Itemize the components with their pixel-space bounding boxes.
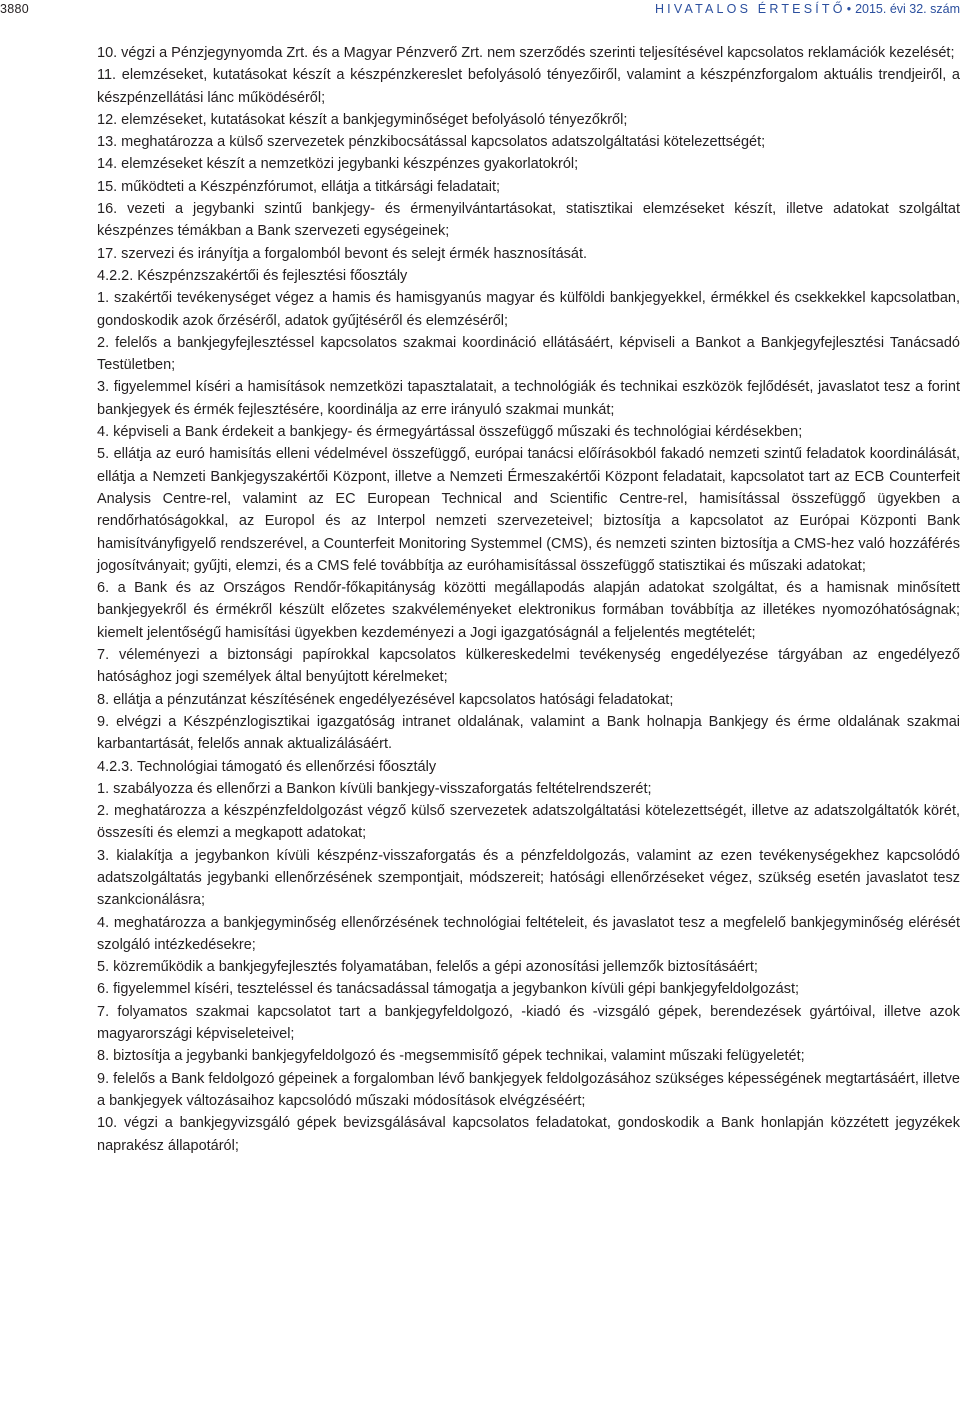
document-body <box>97 42 960 1157</box>
issue-label: 2015. évi 32. szám <box>855 2 960 16</box>
list-item: 12. elemzéseket, kutatásokat készít a bankjegyminőséget befolyásoló tényezőkről; <box>97 111 628 128</box>
section-heading: 4.2.3. Technológiai támogató és ellenőrzési főosztály <box>97 758 437 775</box>
list-item: 3. kialakítja a jegybankon kívüli készpénz-visszaforgatás és a pénzfeldolgozás, valamint az ezen tevékenységekhez kapcsolódó adatszolgáltatás jegybanki ellenőrzésének szempontjait, módszereit; hatósági ellenőrzéseket végez, szükség esetén javaslatot tesz szankcionálásra; <box>97 847 960 909</box>
list-item: 9. elvégzi a Készpénzlogisztikai igazgatóság intranet oldalának, valamint a Bank holnapja Bankjegy és érme oldalának szakmai karbantartását, felelős annak aktualizálásáért. <box>97 713 960 753</box>
list-item: 7. véleményezi a biztonsági papírokkal kapcsolatos külkereskedelmi tevékenység engedélyezése tárgyában az engedélyező hatósághoz jogi személyek által benyújtott kérelmeket; <box>97 647 960 686</box>
list-item: 3. figyelemmel kíséri a hamisítások nemzetközi tapasztalatait, a technológiák és technikai eszközök fejlődését, javaslatot tesz a forint bankjegyek és érmék fejlesztésére, koordinálja az erre irányuló szakmai munkát; <box>97 379 960 418</box>
list-item: 13. meghatározza a külső szervezetek pénzkibocsátással kapcsolatos adatszolgáltatási kötelezettségét; <box>97 134 766 151</box>
page-header <box>0 0 960 24</box>
list-item: 1. szabályozza és ellenőrzi a Bankon kívüli bankjegy-visszaforgatás feltételrendszerét; <box>97 780 652 797</box>
list-item: 10. végzi a bankjegyvizsgáló gépek bevizsgálásával kapcsolatos feladatokat, gondoskodik a Bank honlapján közzétett jegyzékek naprakész állapotáról; <box>97 1115 960 1154</box>
list-item: 8. biztosítja a jegybanki bankjegyfeldolgozó és -megsemmisítő gépek technikai, valamint műszaki felügyeletét; <box>97 1048 805 1065</box>
list-item: 17. szervezi és irányítja a forgalomból bevont és selejt érmék hasznosítását. <box>97 245 588 262</box>
list-item: 7. folyamatos szakmai kapcsolatot tart a bankjegyfeldolgozó, -kiadó és -vizsgáló gépek, berendezések gyártóival, illetve azok magyarországi képviseleteivel; <box>97 1003 960 1043</box>
list-item: 16. vezeti a jegybanki szintű bankjegy- és érmenyilvántartásokat, statisztikai elemzéseket készít, illetve adatokat szolgáltat készpénzes témákban a Bank szervezeti egységeinek; <box>97 201 960 240</box>
running-title <box>655 0 960 18</box>
journal-title: HIVATALOS ÉRTESÍTŐ <box>654 2 846 16</box>
list-item: 4. képviseli a Bank érdekeit a bankjegy- és érmegyártással összefüggő műszaki és technológiai kérdésekben; <box>97 424 803 441</box>
list-item: 2. felelős a bankjegyfejlesztéssel kapcsolatos szakmai koordináció ellátásáért, képviseli a Bankot a Bankjegyfejlesztési Tanácsadó Testületben; <box>97 334 960 374</box>
list-item: 2. meghatározza a készpénzfeldolgozást végző külső szervezetek adatszolgáltatási kötelezettségét, illetve az adatszolgáltatók körét, összesíti és elemzi a megkapott adatokat; <box>97 803 960 842</box>
list-item: 10. végzi a Pénzjegynyomda Zrt. és a Magyar Pénzverő Zrt. nem szerződés szerinti teljesítésével kapcsolatos reklamációk kezelését; <box>97 45 955 61</box>
list-item: 15. működteti a Készpénzfórumot, ellátja a titkársági feladatait; <box>97 178 500 195</box>
list-item: 6. figyelemmel kíséri, teszteléssel és tanácsadással támogatja a jegybankon kívüli gépi bankjegyfeldolgozást; <box>97 981 800 998</box>
list-item: 11. elemzéseket, kutatásokat készít a készpénzkereslet befolyásoló tényezőiről, valamint a készpénzforgalom aktuális trendjeiről, a készpénzellátási lánc működéséről; <box>97 67 960 106</box>
list-item: 9. felelős a Bank feldolgozó gépeinek a forgalomban lévő bankjegyek feldolgozásához szükséges képességének megtartásáért, illetve a bankjegyek változásaihoz kapcsolódó műszaki módosítások elvégzéséért; <box>97 1070 960 1109</box>
list-item: 1. szakértői tevékenységet végez a hamis és hamisgyanús magyar és külföldi bankjegyekkel, érmékkel és csekkekkel kapcsolatban, gondoskodik azok őrzéséről, adatok gyűjtéséről és elemzéséről; <box>97 290 960 329</box>
list-item: 6. a Bank és az Országos Rendőr-főkapitányság közötti megállapodás alapján adatokat szolgáltat, és a hamisnak minősített bankjegyekről és érmékről készült előzetes szakvéleményeket elektronikus formában továbbítja az illetékes nyomozóhatóságnak; kiemelt jelentőségű hamisítási ügyekben kezdeményezi a Jogi igazgatóságnál a feljelentés megtételét; <box>97 580 960 641</box>
separator-dot-icon: • <box>846 2 852 16</box>
list-item: 14. elemzéseket készít a nemzetközi jegybanki készpénzes gyakorlatokról; <box>97 156 579 173</box>
list-item: 4. meghatározza a bankjegyminőség ellenőrzésének technológiai feltételeit, és javaslatot tesz a megfelelő bankjegyminőség elérését szolgáló intézkedésekre; <box>97 914 960 953</box>
list-item: 5. közreműködik a bankjegyfejlesztés folyamatában, felelős a gépi azonosítási jellemzők biztosításáért; <box>97 959 758 976</box>
page-number: 3880 <box>0 2 30 16</box>
list-item: 8. ellátja a pénzutánzat készítésének engedélyezésével kapcsolatos hatósági feladatokat; <box>97 691 674 708</box>
list-item: 5. ellátja az euró hamisítás elleni védelmével összefüggő, európai tanácsi előírásokból fakadó nemzeti szintű feladatok koordinálását, ellátja a Nemzeti Bankjegyszakértői Központ, illetve a Nemzeti Érmeszakértői Központ feladatait, kapcsolatot tart az ECB Counterfeit Analysis Centre-rel, valamint az EC European Technical and Scientific Centre-rel, hamisítással összefüggő ügyekben a rendőrhatóságokkal, az Europol és az Interpol nemzeti szervezeteivel; biztosítja a kapcsolatot az Európai Központi Bank hamisítványfigyelő rendszerével, a Counterfeit Monitoring Systemmel (CMS), és nemzeti szinten biztosítja a CMS-hez való hozzáférés jogosítványait; gyűjti, elemzi, és a CMS felé továbbítja az euróhamisítással összefüggő statisztikai és műszaki adatokat; <box>97 446 960 574</box>
section-heading: 4.2.2. Készpénzszakértői és fejlesztési főosztály <box>97 267 408 284</box>
